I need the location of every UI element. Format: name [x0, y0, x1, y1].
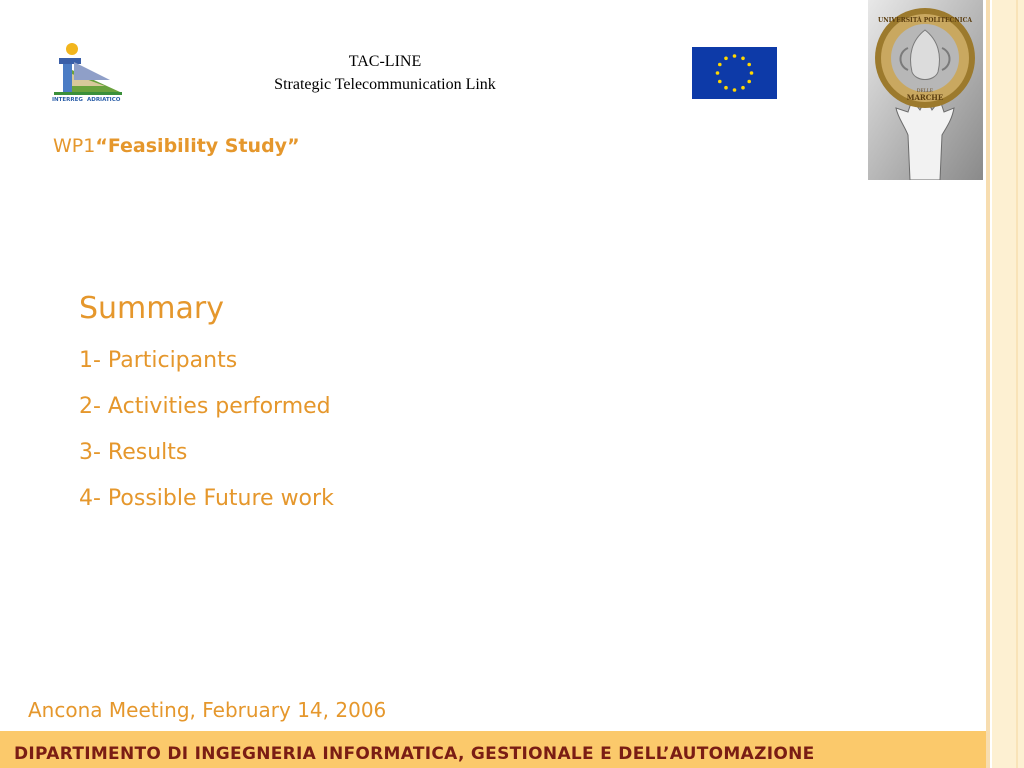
- svg-text:ADRIATICO: ADRIATICO: [87, 97, 121, 103]
- header-title-block: [230, 50, 540, 96]
- summary-item: 2- Activities performed: [79, 394, 331, 419]
- summary-item: 4- Possible Future work: [79, 486, 334, 511]
- summary-section: [79, 290, 334, 522]
- side-stripe-thin: [1016, 0, 1018, 768]
- workpackage-heading: [53, 135, 300, 157]
- eu-flag-logo: [692, 47, 777, 99]
- side-stripe-wide: [992, 0, 1024, 768]
- summary-item: 1- Participants: [79, 348, 238, 373]
- svg-text:UNIVERSITÀ POLITECNICA: UNIVERSITÀ POLITECNICA: [877, 17, 973, 24]
- interreg-adriatico-logo: [50, 40, 128, 104]
- workpackage-prefix: WP1: [53, 135, 96, 157]
- side-stripe: [986, 0, 990, 768]
- svg-text:MARCHE: MARCHE: [906, 93, 944, 102]
- project-subtitle: Strategic Telecommunication Link: [274, 76, 496, 93]
- workpackage-name: “Feasibility Study”: [95, 135, 300, 157]
- university-seal-logo: [868, 0, 983, 180]
- project-title: TAC-LINE: [348, 53, 422, 70]
- svg-text:DELLE: DELLE: [916, 89, 934, 94]
- summary-item: 3- Results: [79, 440, 188, 465]
- summary-title: Summary: [79, 291, 224, 326]
- svg-text:INTERREG: INTERREG: [52, 97, 83, 103]
- meeting-date: Ancona Meeting, February 14, 2006: [28, 698, 387, 722]
- department-name: DIPARTIMENTO DI INGEGNERIA INFORMATICA, GESTIONALE E DELL’AUTOMAZIONE: [14, 744, 815, 764]
